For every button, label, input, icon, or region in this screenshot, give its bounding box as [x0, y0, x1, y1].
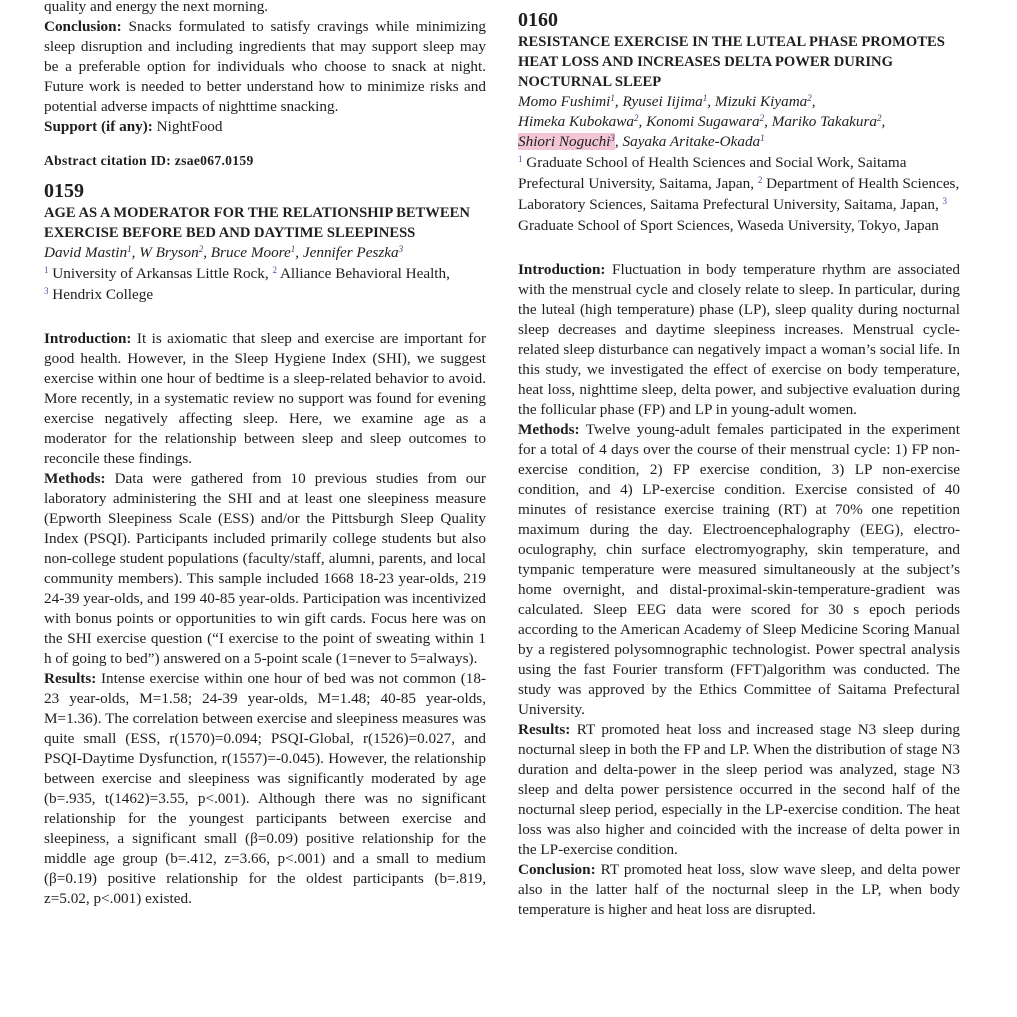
affiliation: Graduate School of Sport Sciences, Waseda University, Tokyo, Japan [518, 217, 939, 234]
methods-section [44, 469, 486, 669]
affiliation: Department of Health Sciences, Laboratory Sciences, Saitama Prefectural University, Saitama, Japan, [518, 175, 960, 213]
support-text: NightFood [156, 118, 223, 135]
affiliation: Hendrix College [52, 286, 154, 303]
support-label: Support (if any): [44, 118, 153, 135]
author: Sayaka Aritake-Okada$^1$ [622, 133, 765, 150]
introduction-text: Fluctuation in body temperature rhythm are associated with the menstrual cycle and closely relate to sleep. In particular, during the luteal (high temperature) phase (LP), sleep quality during nocturnal sleep decreases and daytime sleepiness increases. Menstrual cycle-related sleep disturbance can negatively impact a woman’s social life. In this study, we investigated the effect of exercise on body temperature, heat loss, nighttime sleep, delta power, and subjective evaluation during the follicular phase (FP) and LP in young-adult women. [518, 261, 960, 418]
highlighted-author[interactable]: Shiori Noguchi$^3$ [518, 133, 615, 150]
results-section [44, 669, 486, 909]
left-column [44, 0, 486, 909]
abstract-citation-id: Abstract citation ID: zsae067.0159 [44, 153, 254, 168]
author: Mizuki Kiyama$^2$ [714, 93, 812, 110]
author: Konomi Sugawara$^2$ [646, 113, 765, 130]
author: Ryusei Iijima$^1$ [622, 93, 708, 110]
conclusion-label: Conclusion: [44, 18, 122, 35]
author: Jennifer Peszka$^3$ [302, 244, 404, 261]
affiliation: University of Arkansas Little Rock, [52, 265, 269, 282]
abstract-number: 0159 [44, 180, 84, 202]
author-list: Momo Fushimi$^1$, Ryusei Iijima$^1$, Mizuki Kiyama$^2$, Himeka Kubokawa$^2$, Konomi Sugawara$^2$, Mariko Takakura$^2$, Shiori Noguchi$^3$, Sayaka Aritake-Okada$^1$ [518, 93, 886, 150]
author: Himeka Kubokawa$^2$ [518, 113, 639, 130]
author: Mariko Takakura$^2$ [771, 113, 882, 130]
methods-text: Twelve young-adult females participated in the experiment for a total of 4 days over the course of their menstrual cycle: 1) FP non-exercise condition, 2) FP exercise condition, 3) LP non-exercise condition, and 4) LP-exercise condition. Exercise consisted of 40 minutes of resistance exercise training (RT) at 70% one repetition maximum during the day. Electroencephalography (EEG), electro-oculography, chin surface electromyography, skin temperature, and tympanic temperature were measured simultaneously at the subject’s home overnight, and distal-proximal-skin-temperature-gradient was calculated. Sleep EEG data were scored for 30 s epoch periods according to the American Academy of Sleep Medicine Scoring Manual by a registered polysomnographic technologist. Power spectral analysis using the fast Fourier transform (FFT)algorithm was conducted. The study was approved by the Ethics Committee of Saitama Prefectural University. [518, 421, 960, 718]
author: W Bryson$^2$ [139, 244, 204, 261]
results-label: Results: [518, 721, 571, 738]
conclusion-label: Conclusion: [518, 861, 596, 878]
conclusion-text: RT promoted heat loss, slow wave sleep, and delta power also in the latter half of the nocturnal sleep in the LP, when body temperature is higher and heat loss are disrupted. [518, 861, 961, 918]
results-label: Results: [44, 670, 97, 687]
author: Momo Fushimi$^1$ [518, 93, 615, 110]
affiliations: $^1$ University of Arkansas Little Rock, $^2$ Alliance Behavioral Health, $^3$ Hendrix College [44, 265, 450, 303]
results-text: Intense exercise within one hour of bed was not common (18-23 year-olds, M=1.58; 24-39 year-olds, M=1.48; 40-85 year-olds, M=1.36). The correlation between exercise and sleepiness measures was quite small (ESS, r(1570)=0.094; PSQI-Global, r(1526)=0.027, and PSQI-Daytime Dysfunction, r(1557)=-0.045). However, the relationship between exercise and sleepiness was significantly moderated by age (b=.935, t(1462)=3.55, p<.001). Although there was no significant relationship for the youngest participants between exercise and sleepiness, a significant small (β=0.09) positive relationship for the middle age group (b=.412, z=3.66, p<.001) and a small to medium (β=0.19) positive relationship for the oldest participants (b=.819, z=5.02, p<.001) existed. [44, 670, 487, 907]
introduction-section [518, 260, 960, 420]
author: David Mastin$^1$ [44, 244, 132, 261]
methods-label: Methods: [44, 470, 106, 487]
results-text: RT promoted heat loss and increased stage N3 sleep during nocturnal sleep in both the FP and LP. When the distribution of stage N3 duration and delta-power in the sleep period was analyzed, stage N3 sleep and delta power persistence occurred in the second half of the nocturnal sleep period, especially in the LP-exercise condition. The heat loss was also higher and coincided with the increase of delta power in the LP-exercise condition. [518, 721, 961, 858]
results-section [518, 720, 960, 860]
conclusion-text: Snacks formulated to satisfy cravings while minimizing sleep disruption and including ingredients that may support sleep may be a preferable option for individuals who choose to snack at night. Future work is needed to better understand how to minimize risks and potential adverse impacts of nighttime snacking. [44, 18, 487, 115]
right-column [518, 8, 960, 920]
author: Bruce Moore$^1$ [210, 244, 296, 261]
affiliations: $^1$ Graduate School of Health Sciences and Social Work, Saitama Prefectural University, Saitama, Japan, $^2$ Department of Health Sciences, Laboratory Sciences, Saitama Prefectural University, Saitama, Japan, $^3$ Graduate School of Sport Sciences, Waseda University, Tokyo, Japan [518, 154, 960, 234]
affiliation: Graduate School of Health Sciences and Social Work, Saitama Prefectural University, Saitama, Japan, [518, 154, 907, 192]
methods-text: Data were gathered from 10 previous studies from our laboratory administering the SHI and at least one sleepiness measure (Epworth Sleepiness Scale (ESS) and/or the Pittsburgh Sleep Quality Index (PSQI). Participants included primarily college students but also non-college student populations (faculty/staff, alumni, parents, and local community members). This sample included 1668 18-23 year-olds, 219 24-39 year-olds, and 199 40-85 year-olds. Participation was incentivized with bonus points or opportunities to win gift cards. Focus here was on the SHI exercise question (“I exercise to the point of sweating within 1 h of going to bed”) answered on a 5-point scale (1=never to 5=always). [44, 470, 486, 667]
introduction-label: Introduction: [518, 261, 606, 278]
abstract-number: 0160 [518, 9, 558, 31]
abstract-title: RESISTANCE EXERCISE IN THE LUTEAL PHASE PROMOTES HEAT LOSS AND INCREASES DELTA POWER DURING NOCTURNAL SLEEP [518, 34, 945, 90]
prev-abstract-support [44, 117, 486, 137]
prev-abstract-continuation: quality and energy the next morning. [44, 0, 269, 15]
methods-label: Methods: [518, 421, 580, 438]
author-list: David Mastin$^1$, W Bryson$^2$, Bruce Moore$^1$, Jennifer Peszka$^3$ [44, 244, 404, 261]
methods-section [518, 420, 960, 720]
introduction-text: It is axiomatic that sleep and exercise are important for good health. However, in the Sleep Hygiene Index (SHI), we suggest exercise within one hour of bedtime is a sleep-related behavior to avoid. More recently, in a systematic review no support was found for evening exercise negatively affecting sleep. Here, we examine age as a moderator for the relationship between sleep and sleep outcomes to reconcile these findings. [44, 330, 487, 467]
prev-abstract-conclusion [44, 17, 486, 117]
introduction-section [44, 329, 486, 469]
conclusion-section [518, 860, 960, 920]
affiliation: Alliance Behavioral Health, [279, 265, 450, 282]
introduction-label: Introduction: [44, 330, 132, 347]
abstract-title: AGE AS A MODERATOR FOR THE RELATIONSHIP BETWEEN EXERCISE BEFORE BED AND DAYTIME SLEEPINESS [44, 205, 470, 241]
